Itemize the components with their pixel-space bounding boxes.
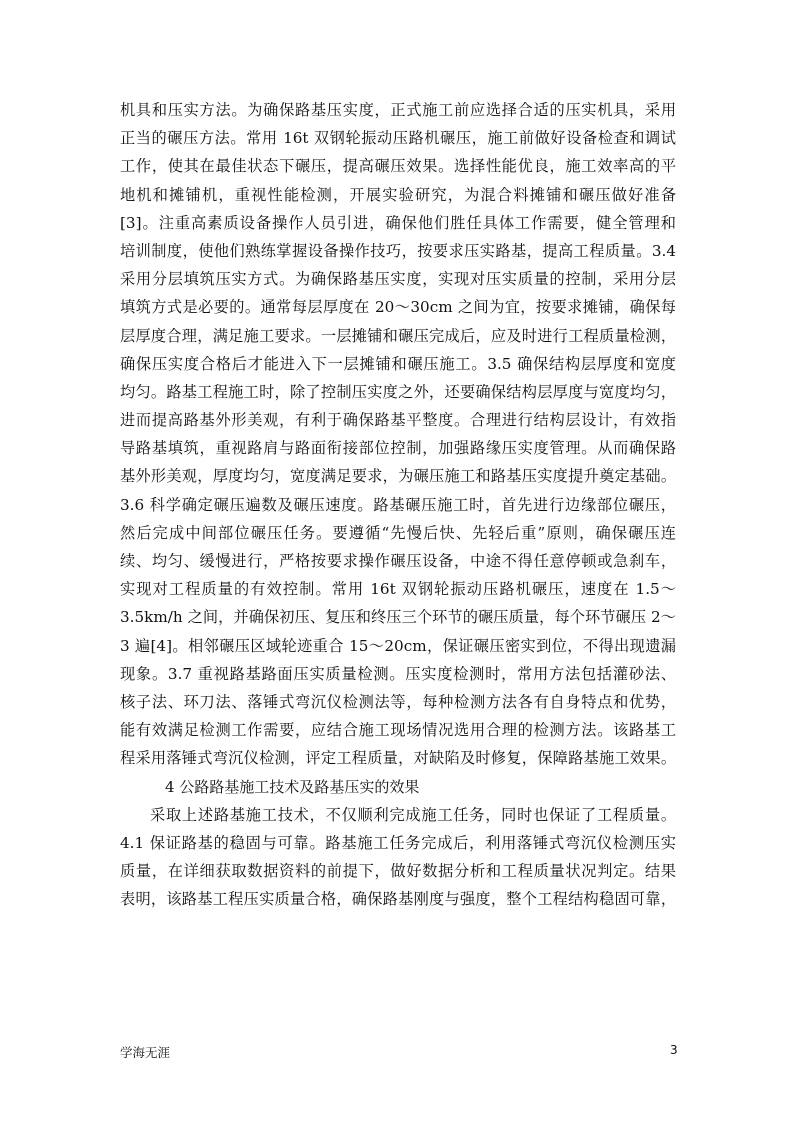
paragraph-line: 工作，使其在最佳状态下碾压，提高碾压效果。选择性能优良，施工效率高的平 [120,157,676,176]
section-heading: 4 公路路基施工技术及路基压实的效果 [165,777,420,796]
paragraph-line: 正当的碾压方法。常用 16t 双钢轮振动压路机碾压，施工前做好设备检查和调试 [120,129,676,148]
paragraph-line: 均匀。路基工程施工时，除了控制压实度之外，还要确保结构层厚度与宽度均匀， [120,382,676,401]
paragraph-line: 基外形美观，厚度均匀，宽度满足要求，为碾压施工和路基压实度提升奠定基础。 [120,467,676,486]
paragraph-line: 质量，在详细获取数据资料的前提下，做好数据分析和工程质量状况判定。结果 [120,862,676,881]
paragraph-line: 程采用落锤式弯沉仪检测，评定工程质量，对缺陷及时修复，保障路基施工效果。 [120,749,676,768]
paragraph-line: 层厚度合理，满足施工要求。一层摊铺和碾压完成后，应及时进行工程质量检测， [120,326,676,345]
footer-text: 学海无涯 [120,1045,171,1060]
paragraph-line: 核子法、环刀法、落锤式弯沉仪检测法等，每种检测方法各有自身特点和优势， [120,692,676,711]
paragraph-line: 现象。3.7 重视路基路面压实质量检测。压实度检测时，常用方法包括灌砂法、 [120,664,676,683]
paragraph-line: 进而提高路基外形美观，有利于确保路基平整度。合理进行结构层设计，有效指 [120,411,676,430]
paragraph-line: 能有效满足检测工作需要，应结合施工现场情况选用合理的检测方法。该路基工 [120,721,676,740]
paragraph-line: 3.5km/h 之间，并确保初压、复压和终压三个环节的碾压质量，每个环节碾压 2～ [120,608,676,627]
paragraph-line: 采用分层填筑压实方式。为确保路基压实度，实现对压实质量的控制，采用分层 [120,270,676,289]
body-text [120,96,676,913]
paragraph-line: 3.6 科学确定碾压遍数及碾压速度。路基碾压施工时，首先进行边缘部位碾压， [120,495,676,514]
paragraph-line: 采取上述路基施工技术，不仅顺利完成施工任务，同时也保证了工程质量。 [150,805,676,824]
paragraph-line: 实现对工程质量的有效控制。常用 16t 双钢轮振动压路机碾压，速度在 1.5～ [120,580,676,599]
paragraph-line: 导路基填筑，重视路肩与路面衔接部位控制，加强路缘压实度管理。从而确保路 [120,439,676,458]
paragraph-line: [3]。注重高素质设备操作人员引进，确保他们胜任具体工作需要，健全管理和 [120,213,676,232]
page-number: 3 [670,1043,678,1057]
paragraph-line: 地机和摊铺机，重视性能检测，开展实验研究，为混合料摊铺和碾压做好准备 [120,185,676,204]
paragraph-line: 培训制度，使他们熟练掌握设备操作技巧，按要求压实路基，提高工程质量。3.4 [120,241,676,260]
paragraph-line: 3 遍[4]。相邻碾压区域轮迹重合 15～20cm，保证碾压密实到位，不得出现遗漏 [120,636,676,655]
paragraph-line: 续、均匀、缓慢进行，严格按要求操作碾压设备，中途不得任意停顿或急刹车， [120,552,676,570]
paragraph-line: 确保压实度合格后才能进入下一层摊铺和碾压施工。3.5 确保结构层厚度和宽度 [120,354,676,373]
paragraph-line: 然后完成中间部位碾压任务。要遵循“先慢后快、先轻后重”原则，确保碾压连 [120,523,676,542]
paragraph-line: 表明，该路基工程压实质量合格，确保路基刚度与强度，整个工程结构稳固可靠， [120,890,676,909]
paragraph-line: 填筑方式是必要的。通常每层厚度在 20～30cm 之间为宜，按要求摊铺，确保每 [120,298,676,317]
paragraph-line: 4.1 保证路基的稳固与可靠。路基施工任务完成后，利用落锤式弯沉仪检测压实 [120,833,676,852]
paragraph-line: 机具和压实方法。为确保路基压实度，正式施工前应选择合适的压实机具，采用 [120,101,676,119]
